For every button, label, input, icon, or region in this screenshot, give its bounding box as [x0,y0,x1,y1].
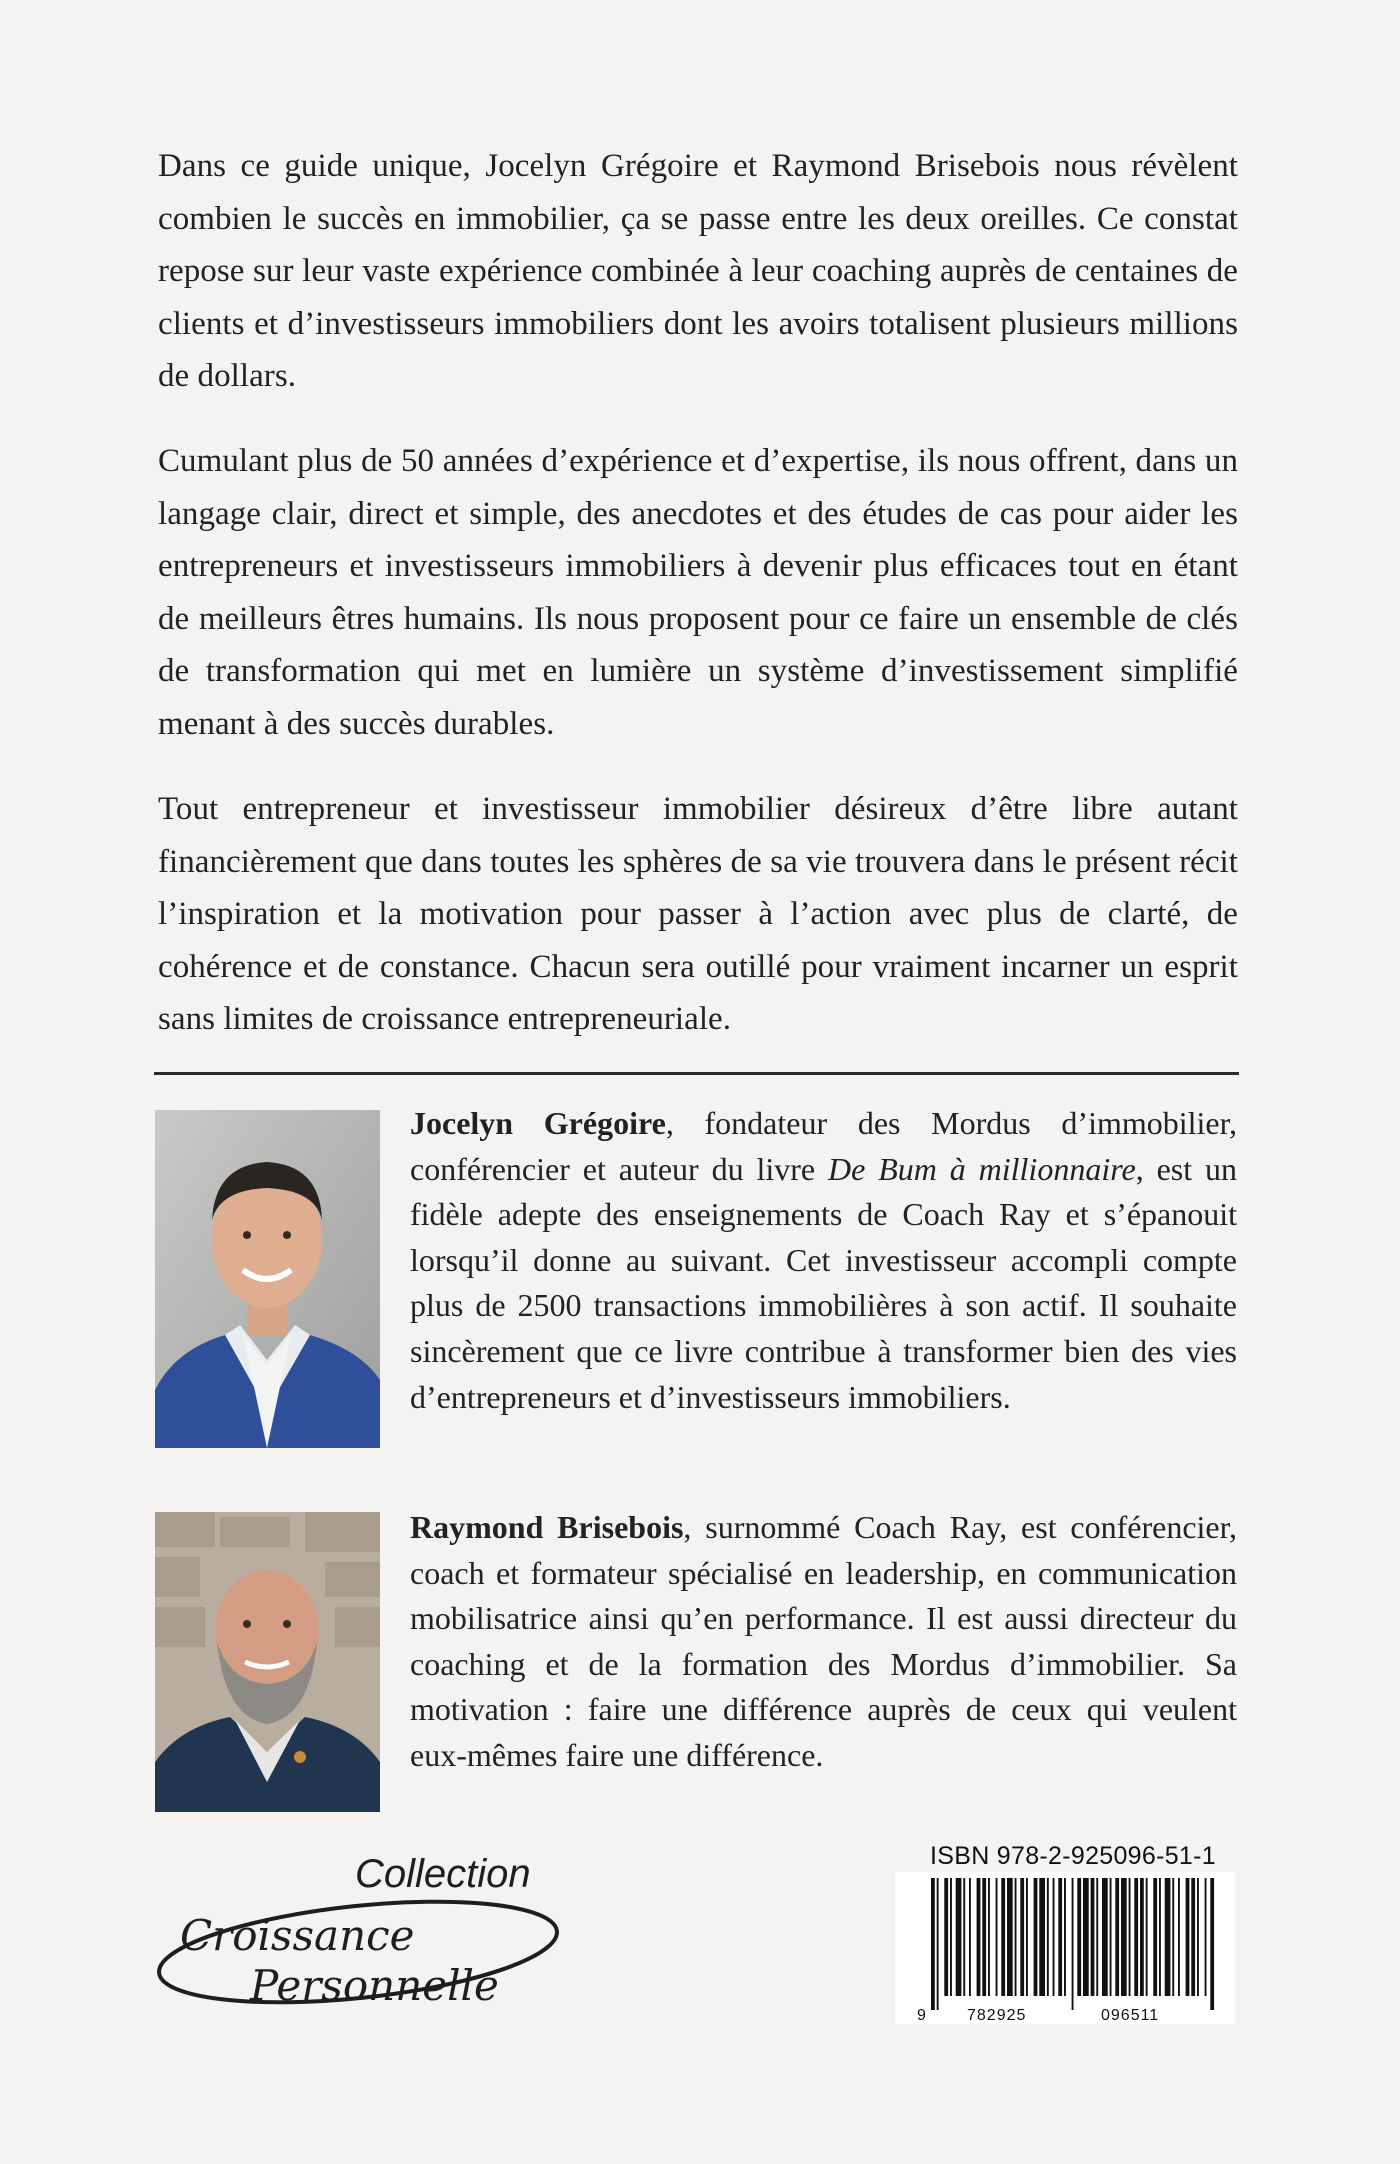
barcode-bar [1159,1878,1161,1996]
barcode-bar [1186,1878,1190,1996]
barcode-bar [1115,1878,1119,1996]
barcode-bar [996,1878,998,1996]
barcode-bar [1134,1878,1138,1996]
collection-logo [140,1842,570,2017]
author-name: Raymond Brisebois [410,1509,684,1545]
barcode-bar [1001,1878,1005,1996]
barcode-bar [1064,1878,1066,1996]
svg-text:Croissance: Croissance [180,1911,415,1960]
barcode-bar [1058,1878,1062,1996]
divider [154,1072,1239,1075]
svg-text:782925: 782925 [967,2007,1027,2024]
barcode-bar [1178,1878,1180,1996]
author-bio-raymond [410,1505,1237,1779]
barcode-bar [1102,1878,1108,1996]
barcode-bar [1020,1878,1024,1996]
barcode-bar [977,1878,981,1996]
barcode-bar [988,1878,990,1996]
book-title: De Bum à millionnaire [828,1150,1136,1187]
barcode-bar [963,1878,965,1996]
portrait-raymond [155,1512,380,1812]
barcode [895,1872,1235,2024]
barcode-bar [982,1878,986,1996]
intro-paragraph-3: Tout entrepreneur et investisseur immobilier désireux d’être libre autant financièrement que dans toutes les sphères de sa vie trouvera dans le présent récit l’inspiration et la motivation pour passer à l’action avec plus de clarté, de cohérence et de constance. Chacun sera outillé pour vraiment incarner un esprit sans limites de croissance entrepreneuriale. [158,791,1238,1037]
barcode-bar [969,1878,971,1996]
portrait-jocelyn [155,1110,380,1448]
barcode-bar [1172,1878,1174,1996]
author-bio-text: , fondateur des Mordus d’immobilier, conférencier et auteur du livre [410,1105,1238,1187]
barcode-bar [1083,1878,1089,1996]
barcode-bar [1007,1878,1013,1996]
intro-paragraph-1: Dans ce guide unique, Jocelyn Grégoire et Raymond Brisebois nous révèlent combien le succès en immobilier, ça se passe entre les deux oreilles. Ce constat repose sur leur vaste expérience combinée à leur coaching auprès de centaines de clients et d’investisseurs immobiliers dont les avoirs totalisent plusieurs millions de dollars. [158,148,1238,394]
barcode-bar [1110,1878,1112,1996]
barcode-bar [944,1878,948,1996]
barcode-bar [1034,1878,1038,1996]
svg-text:Personnelle: Personnelle [250,1961,499,2010]
barcode-bar [1121,1878,1127,1996]
isbn-label: ISBN 978-2-925096-51-1 [930,1842,1216,1870]
svg-text:Collection: Collection [355,1852,531,1896]
barcode-bar [1077,1878,1081,1996]
barcode-bar [1129,1878,1131,1996]
barcode-bar [1039,1878,1045,1996]
barcode-bar [1210,1878,1214,2010]
author-bio-text: , est un fidèle adepte des enseignements de Coach Ray et s’épanouit lorsqu’il donne au suivant. Cet investisseur accompli compte plus de 2500 transactions immobilières à son actif. Il souhaite sincèrement que ce livre contribue à transformer bien des vies d’entrepreneurs et d’investisseurs immobiliers. [410,1150,1238,1415]
barcode-bar [1140,1878,1144,1996]
barcode-bar [1072,1878,1074,2010]
barcode-bar [1047,1878,1049,1996]
barcode-bar [1091,1878,1095,1996]
author-photo-jocelyn [155,1110,380,1448]
author-photo-raymond [155,1512,380,1812]
barcode-bar [1015,1878,1017,1996]
author-bio-jocelyn [410,1101,1237,1420]
barcode-bar [950,1878,952,1996]
barcode-bar [1153,1878,1157,1996]
barcode-bar [956,1878,962,1996]
barcode-bar [1191,1878,1195,1996]
barcode-bar [1053,1878,1055,1996]
svg-text:096511: 096511 [1101,2007,1160,2024]
barcode-bar [1026,1878,1028,1996]
intro-paragraph-2: Cumulant plus de 50 années d’expérience et d’expertise, ils nous offrent, dans un langage clair, direct et simple, des anecdotes et des études de cas pour aider les entrepreneurs et investisseurs immobiliers à devenir plus efficaces tout en étant de meilleurs êtres humains. Ils nous proposent pour ce faire un ensemble de clés de transformation qui met en lumière un système d’investissement simplifié menant à des succès durables. [158,443,1238,742]
barcode-bar [937,1878,939,2010]
barcode-bar [1165,1878,1171,1996]
author-bio-text: , surnommé Coach Ray, est conférencier, coach et formateur spécialisé en leadership, en communication mobilisatrice ainsi qu’en performance. Il est aussi directeur du coaching et de la formation des Mordus d’immobilier. Sa motivation : faire une différence auprès de ceux qui veulent eux-mêmes faire une différence. [410,1509,1238,1773]
barcode-bar [1205,1878,1207,1996]
author-name: Jocelyn Grégoire [410,1105,666,1141]
barcode-bar [1096,1878,1098,1996]
barcode-bar [1146,1878,1148,1996]
barcode-bar [1197,1878,1199,1996]
svg-text:9: 9 [917,2007,926,2024]
barcode-bar [931,1878,935,2010]
